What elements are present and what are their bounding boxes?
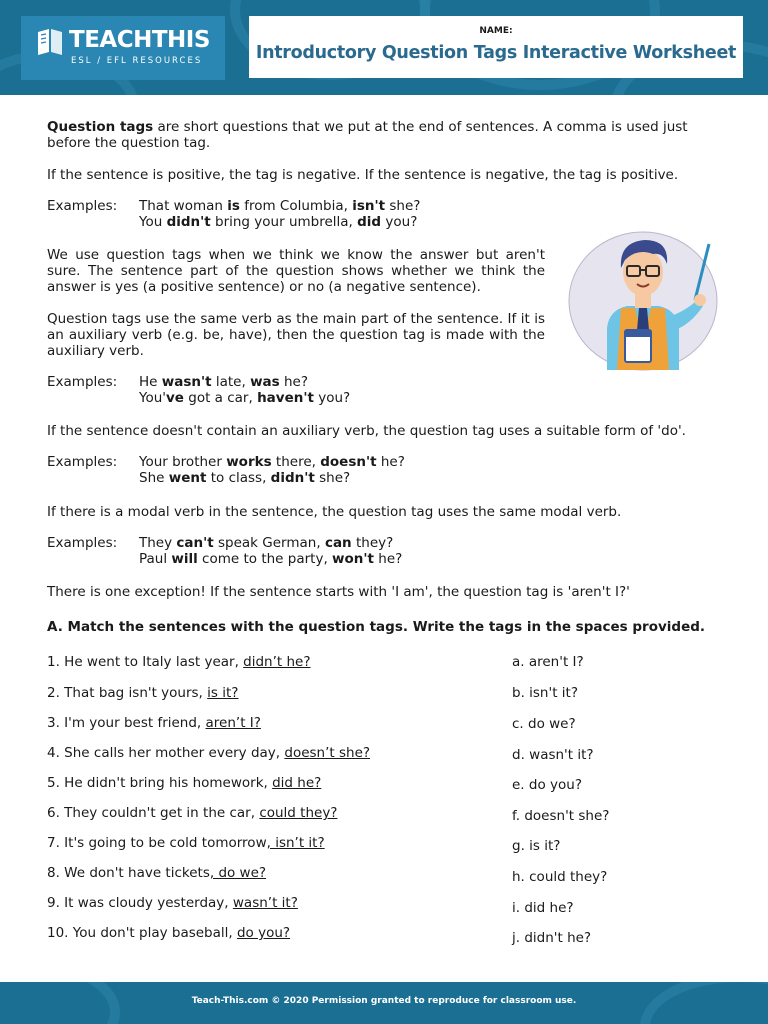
tag-option: g. is it? bbox=[512, 838, 561, 854]
examples-label: Examples: bbox=[47, 374, 118, 390]
question-item: 7. It's going to be cold tomorrow, isn’t it? bbox=[47, 835, 325, 851]
example-line: That woman is from Columbia, isn't she? bbox=[139, 198, 421, 214]
example-line: You've got a car, haven't you? bbox=[139, 390, 351, 406]
auxiliary-paragraph: Question tags use the same verb as the main part of the sentence. If it is an auxiliary verb (e.g. be, have), then the question tag is made with the auxiliary verb. bbox=[47, 311, 545, 359]
question-item: 2. That bag isn't yours, is it? bbox=[47, 685, 239, 701]
intro-paragraph bbox=[47, 119, 722, 151]
intro-text: are short questions that we put at the end of sentences. A comma is used just before the question tag. bbox=[47, 119, 688, 151]
tag-option: e. do you? bbox=[512, 777, 582, 793]
answer-blank[interactable]: is it? bbox=[207, 685, 239, 701]
tag-option: f. doesn't she? bbox=[512, 808, 610, 824]
answer-blank[interactable]: did he? bbox=[272, 775, 322, 791]
question-item: 5. He didn't bring his homework, did he? bbox=[47, 775, 322, 791]
example-line: She went to class, didn't she? bbox=[139, 470, 351, 486]
example-line: You didn't bring your umbrella, did you? bbox=[139, 214, 418, 230]
title-panel bbox=[249, 16, 743, 78]
copyright-text: Teach-This.com © 2020 Permission granted to reproduce for classroom use. bbox=[191, 996, 577, 1006]
tag-option: j. didn't he? bbox=[512, 930, 592, 946]
answer-blank[interactable]: aren’t I? bbox=[205, 715, 261, 731]
tag-option: i. did he? bbox=[512, 900, 574, 916]
answer-blank[interactable]: do you? bbox=[236, 925, 291, 941]
teachthis-logo[interactable] bbox=[21, 16, 225, 80]
question-item: 3. I'm your best friend, aren’t I? bbox=[47, 715, 261, 731]
question-item: 4. She calls her mother every day, doesn’t she? bbox=[47, 745, 371, 761]
examples-label: Examples: bbox=[47, 454, 118, 470]
tag-option: c. do we? bbox=[512, 716, 576, 732]
name-label: NAME: bbox=[479, 26, 513, 36]
question-item: 10. You don't play baseball, do you? bbox=[47, 925, 291, 941]
teacher-illustration bbox=[567, 230, 719, 372]
tag-option: h. could they? bbox=[512, 869, 608, 885]
usage-paragraph: We use question tags when we think we know the answer but aren't sure. The sentence part of the question shows whether we think the answer is yes (a positive sentence) or no (a negative sentence). bbox=[47, 247, 545, 295]
example-line: He wasn't late, was he? bbox=[139, 374, 309, 390]
tag-option: d. wasn't it? bbox=[512, 747, 594, 763]
examples-label: Examples: bbox=[47, 198, 118, 214]
do-paragraph: If the sentence doesn't contain an auxiliary verb, the question tag uses a suitable form of 'do'. bbox=[47, 423, 686, 439]
worksheet-title: Introductory Question Tags Interactive Worksheet bbox=[255, 43, 737, 63]
term-question-tags: Question tags bbox=[47, 119, 154, 135]
header-banner bbox=[0, 0, 768, 95]
answer-blank[interactable]: doesn’t she? bbox=[284, 745, 371, 761]
exception-paragraph: There is one exception! If the sentence starts with 'I am', the question tag is 'aren't I?' bbox=[47, 584, 630, 600]
question-item: 9. It was cloudy yesterday, wasn’t it? bbox=[47, 895, 298, 911]
tag-option: b. isn't it? bbox=[512, 685, 578, 701]
example-line: Paul will come to the party, won't he? bbox=[139, 551, 403, 567]
logo-wordmark: TEACHTHIS bbox=[69, 27, 210, 53]
answer-blank[interactable]: didn’t he? bbox=[243, 654, 311, 670]
question-item: 1. He went to Italy last year, didn’t he? bbox=[47, 654, 311, 670]
example-line: Your brother works there, doesn't he? bbox=[139, 454, 405, 470]
answer-blank[interactable]: , isn’t it? bbox=[266, 835, 325, 851]
rule-positive-negative: If the sentence is positive, the tag is negative. If the sentence is negative, the tag is positive. bbox=[47, 167, 679, 183]
answer-blank[interactable]: could they? bbox=[259, 805, 338, 821]
footer-bar bbox=[0, 982, 768, 1024]
tag-option: a. aren't I? bbox=[512, 654, 584, 670]
question-item: 6. They couldn't get in the car, could they? bbox=[47, 805, 338, 821]
example-line: They can't speak German, can they? bbox=[139, 535, 394, 551]
section-a-heading: A. Match the sentences with the question tags. Write the tags in the spaces provided. bbox=[47, 619, 706, 635]
logo-tagline: ESL / EFL RESOURCES bbox=[71, 56, 203, 66]
question-item: 8. We don't have tickets, do we? bbox=[47, 865, 267, 881]
answer-blank[interactable]: , do we? bbox=[209, 865, 267, 881]
examples-label: Examples: bbox=[47, 535, 118, 551]
answer-blank[interactable]: wasn’t it? bbox=[232, 895, 298, 911]
modal-paragraph: If there is a modal verb in the sentence, the question tag uses the same modal verb. bbox=[47, 504, 622, 520]
book-icon bbox=[35, 26, 65, 58]
